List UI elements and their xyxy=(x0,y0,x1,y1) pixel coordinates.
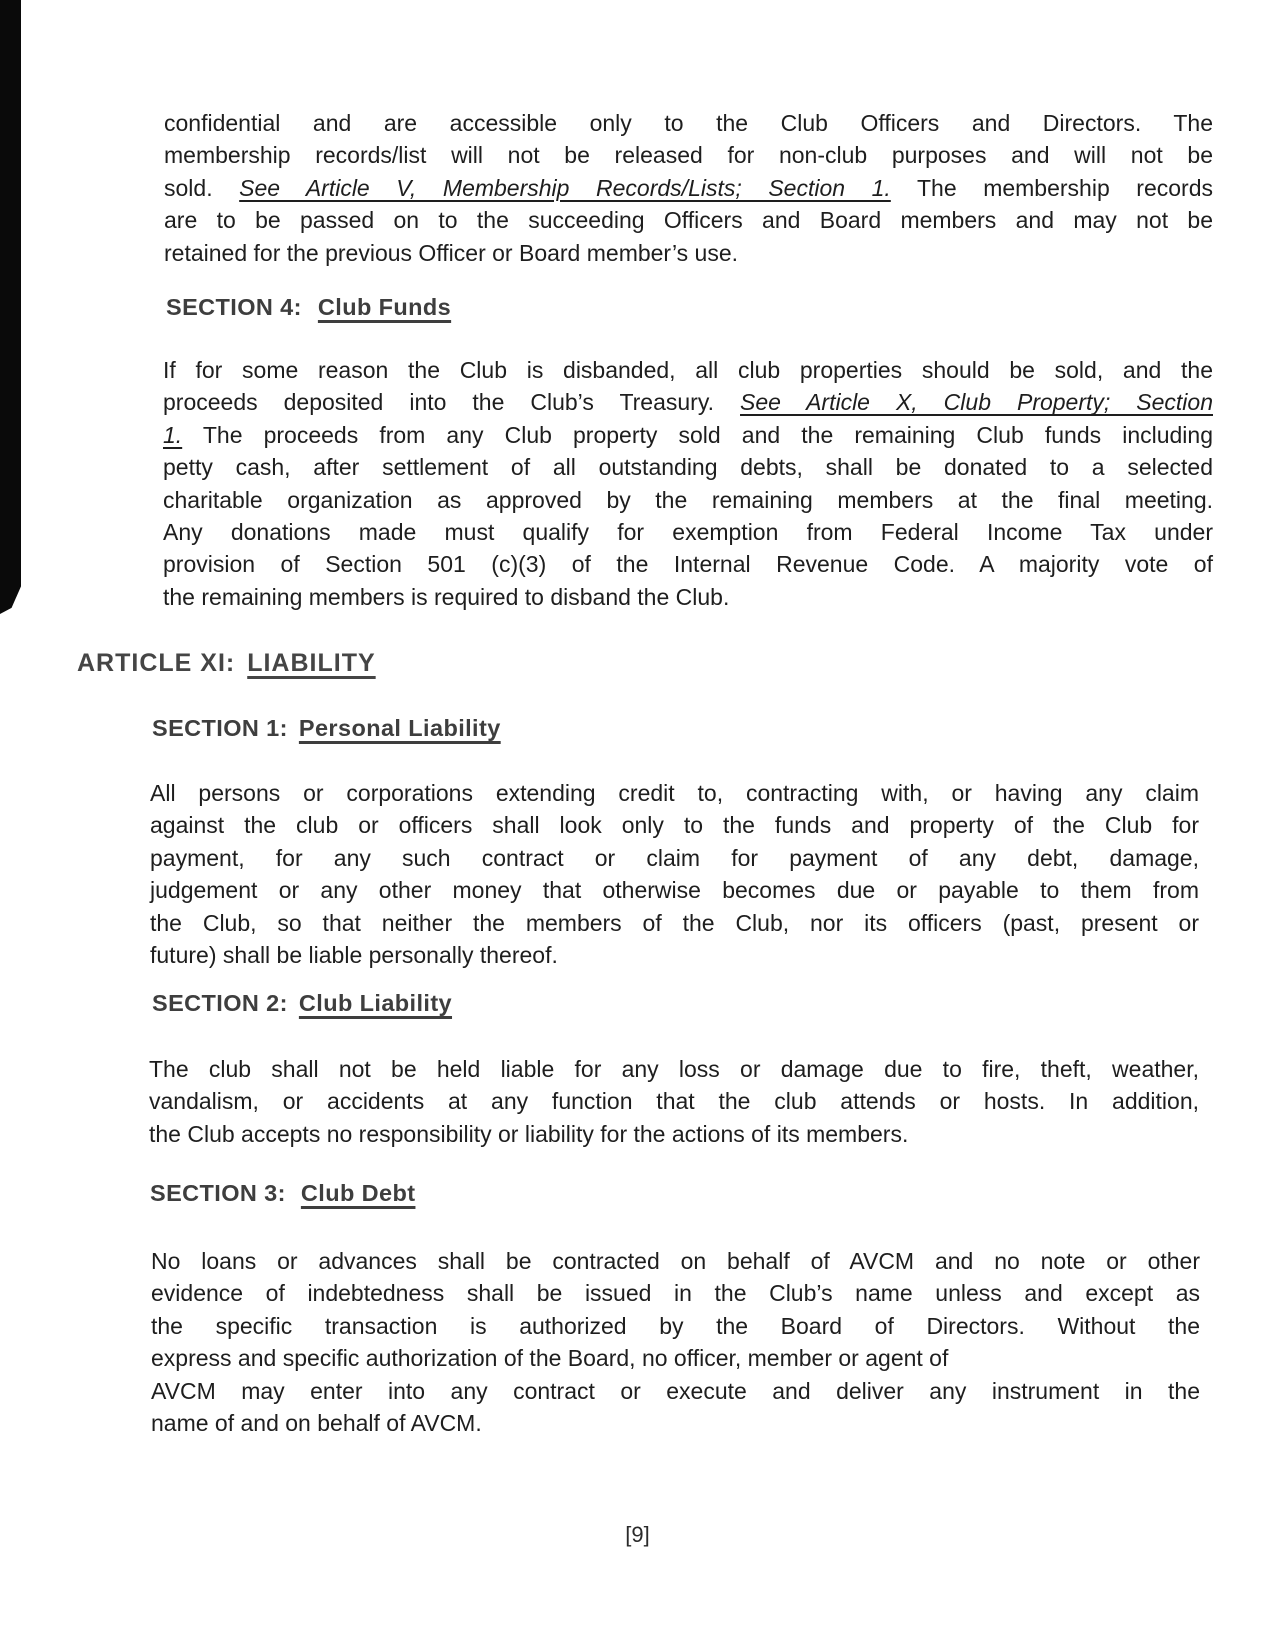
body-text: Any donations made must qualify for exemption from Federal Income Tax under xyxy=(163,519,1213,546)
section-2-label: SECTION 2: xyxy=(152,990,288,1016)
scan-edge-artifact xyxy=(0,0,21,614)
text-line xyxy=(149,1085,1199,1117)
text-line xyxy=(151,1245,1200,1277)
text-line xyxy=(163,516,1213,548)
text-line xyxy=(163,581,1213,613)
text-line xyxy=(150,874,1199,906)
body-text: the Club accepts no responsibility or liability for the actions of its members. xyxy=(149,1120,909,1147)
section-3-label: SECTION 3: xyxy=(150,1180,286,1206)
body-text: charitable organization as approved by the remaining members at the final meeting. xyxy=(163,486,1213,513)
text-line xyxy=(164,107,1213,139)
text-line xyxy=(163,419,1213,451)
body-text: The proceeds from any Club property sold and the remaining Club funds including xyxy=(182,421,1213,448)
intro-paragraph xyxy=(164,107,1213,269)
body-text: vandalism, or accidents at any function that the club attends or hosts. In addition, xyxy=(149,1088,1199,1115)
personal-liability-paragraph xyxy=(150,777,1199,971)
text-line xyxy=(163,386,1213,418)
text-line xyxy=(149,1053,1199,1085)
section-4-heading xyxy=(166,291,451,323)
text-line xyxy=(150,842,1199,874)
body-text: proceeds deposited into the Club’s Treasury. xyxy=(163,389,741,416)
body-text: The club shall not be held liable for any loss or damage due to fire, theft, weather, xyxy=(149,1056,1199,1082)
body-text: name of and on behalf of AVCM. xyxy=(151,1410,482,1437)
text-line xyxy=(149,1118,1199,1150)
body-text: No loans or advances shall be contracted on behalf of AVCM and no note or other xyxy=(151,1248,1200,1274)
body-text: The membership records xyxy=(890,174,1214,201)
body-text: petty cash, after settlement of all outstanding debts, shall be donated to a selected xyxy=(163,454,1213,481)
body-text: the specific transaction is authorized by the Board of Directors. Without the xyxy=(151,1312,1200,1339)
section-2-title: Club Liability xyxy=(298,990,453,1016)
text-line xyxy=(164,139,1213,171)
text-line xyxy=(163,354,1213,386)
text-line xyxy=(151,1277,1200,1309)
text-line xyxy=(163,484,1213,516)
text-line xyxy=(151,1407,1200,1439)
text-line xyxy=(150,777,1199,809)
text-line xyxy=(151,1342,1200,1374)
body-text: evidence of indebtedness shall be issued in the Club’s name unless and except as xyxy=(151,1280,1200,1307)
section-1-title: Personal Liability xyxy=(298,715,501,741)
cross-reference-text: See Article V, Membership Records/Lists; Section 1. xyxy=(239,174,891,201)
body-text: payment, for any such contract or claim for payment of any debt, damage, xyxy=(150,844,1199,871)
text-line xyxy=(163,451,1213,483)
text-line xyxy=(151,1375,1200,1407)
section-1-heading xyxy=(152,712,501,744)
section-3-title: Club Debt xyxy=(300,1180,416,1206)
text-line xyxy=(150,907,1199,939)
text-line xyxy=(150,939,1199,971)
section-2-heading xyxy=(152,987,452,1019)
body-text: membership records/list will not be released for non-club purposes and will not be xyxy=(164,142,1213,169)
body-text: sold. xyxy=(164,174,240,201)
cross-reference-text: 1. xyxy=(163,421,183,448)
section-4-title: Club Funds xyxy=(317,294,452,320)
body-text: AVCM may enter into any contract or execute and deliver any instrument in the xyxy=(151,1377,1200,1404)
cross-reference-text: See Article X, Club Property; Section xyxy=(740,389,1213,416)
page-number: [9] xyxy=(625,1522,650,1547)
body-text: the Club, so that neither the members of the Club, nor its officers (past, present or xyxy=(150,909,1199,936)
body-text: are to be passed on to the succeeding Officers and Board members and may not be xyxy=(164,207,1213,234)
club-debt-paragraph xyxy=(151,1245,1200,1439)
body-text: provision of Section 501 (c)(3) of the Internal Revenue Code. A majority vote of xyxy=(163,551,1213,578)
body-text: retained for the previous Officer or Board member’s use. xyxy=(164,239,739,266)
text-line xyxy=(163,548,1213,580)
section-4-label: SECTION 4: xyxy=(166,294,302,320)
body-text: confidential and are accessible only to the Club Officers and Directors. The xyxy=(164,110,1213,136)
body-text: express and specific authorization of the Board, no officer, member or agent of xyxy=(151,1345,949,1372)
section-3-heading xyxy=(150,1177,415,1209)
text-line xyxy=(164,204,1213,236)
text-line xyxy=(164,172,1213,204)
body-text: the remaining members is required to disband the Club. xyxy=(163,583,730,610)
body-text: All persons or corporations extending credit to, contracting with, or having any claim xyxy=(150,780,1199,806)
text-line xyxy=(151,1310,1200,1342)
body-text: judgement or any other money that otherwise becomes due or payable to them from xyxy=(150,877,1199,904)
body-text: If for some reason the Club is disbanded, all club properties should be sold, and the xyxy=(163,357,1213,383)
body-text: against the club or officers shall look only to the funds and property of the Club for xyxy=(150,812,1199,839)
article-11-label: ARTICLE XI: xyxy=(77,649,236,677)
article-11-heading xyxy=(77,647,376,680)
article-11-title: LIABILITY xyxy=(247,649,376,677)
club-liability-paragraph xyxy=(149,1053,1199,1150)
text-line xyxy=(164,237,1213,269)
body-text: future) shall be liable personally thereof. xyxy=(150,942,558,969)
text-line xyxy=(150,809,1199,841)
club-funds-paragraph xyxy=(163,354,1213,613)
section-1-label: SECTION 1: xyxy=(152,715,288,741)
